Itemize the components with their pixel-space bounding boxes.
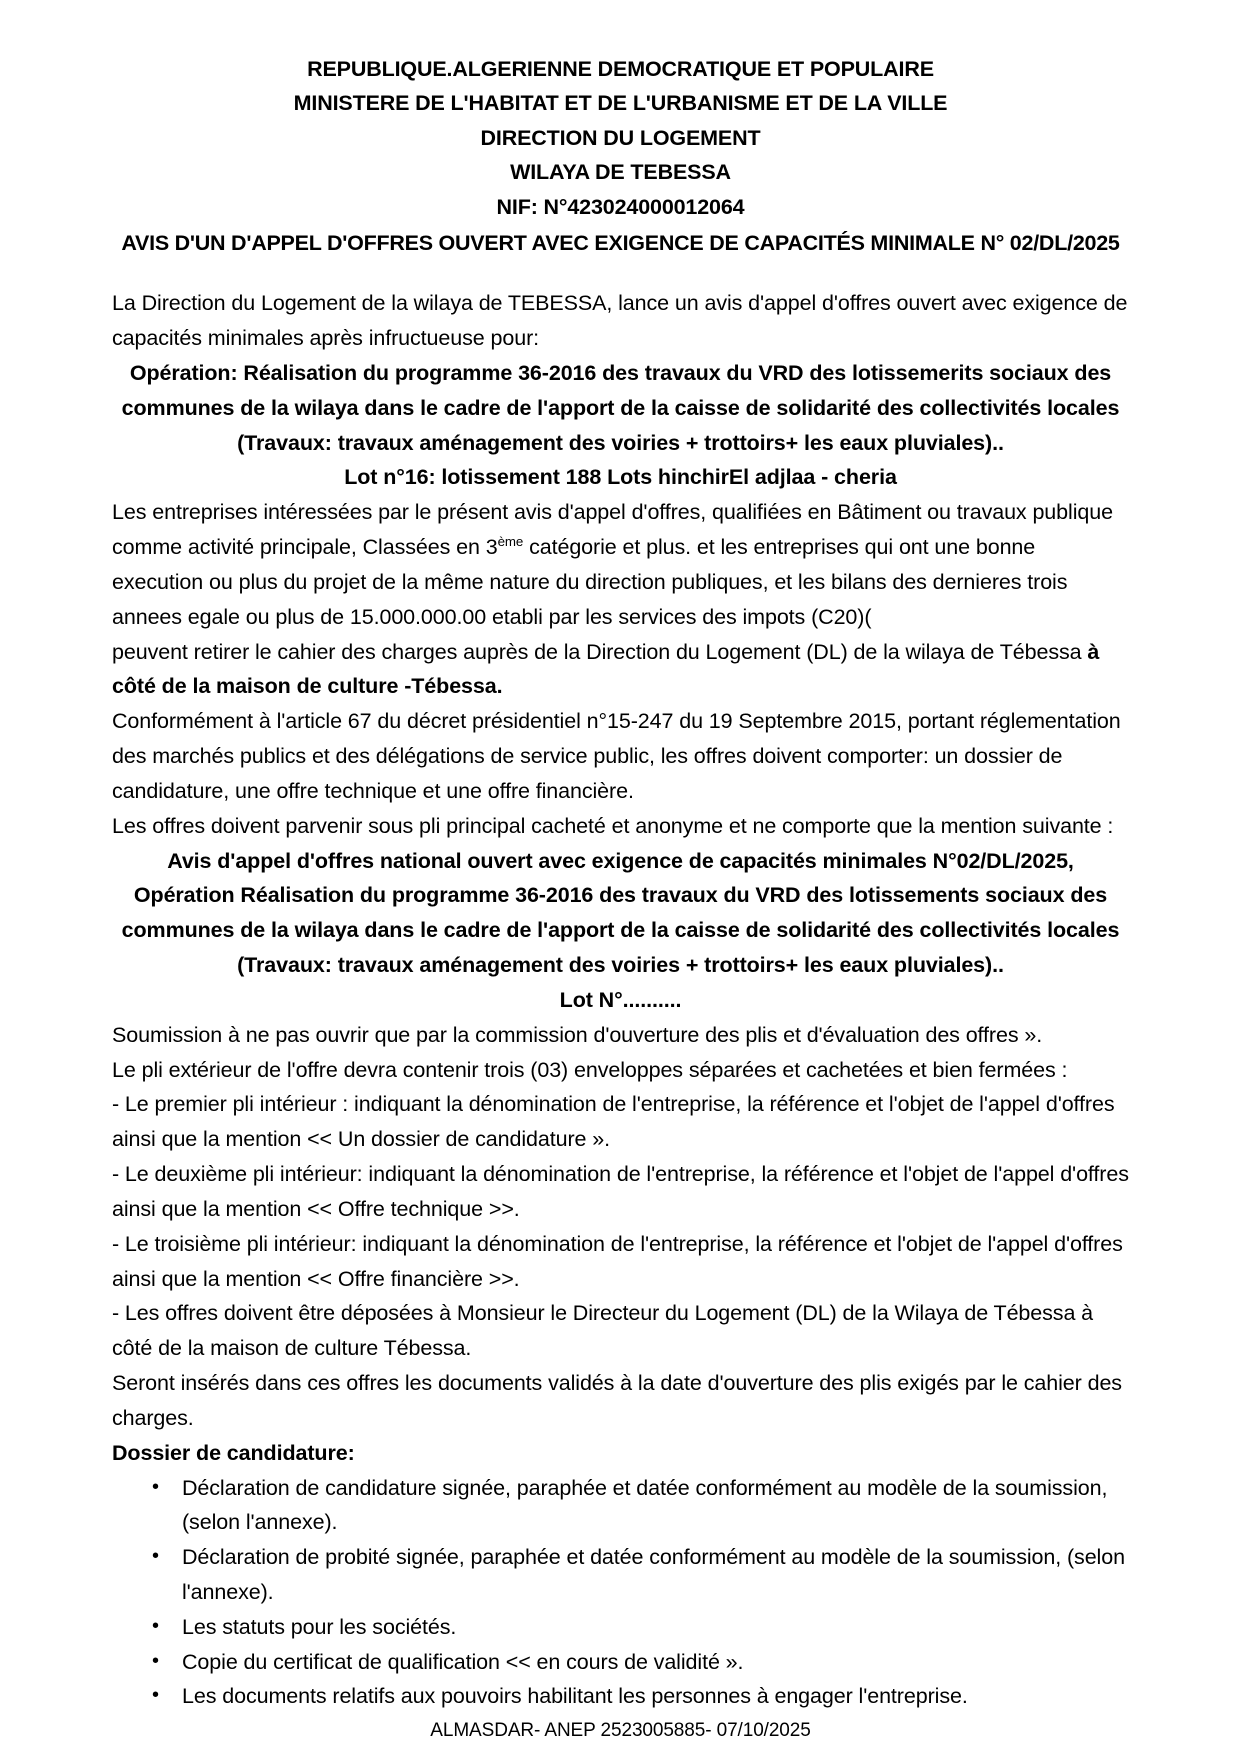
fold-1-paragraph: - Le premier pli intérieur : indiquant la dénomination de l'entreprise, la référence et l'objet de l'appel d'offres ainsi que la mention << Un dossier de candidature ».	[112, 1092, 1115, 1152]
fold-2-paragraph: - Le deuxième pli intérieur: indiquant la dénomination de l'entreprise, la référence et l'objet de l'appel d'offres ainsi que la mention << Offre technique >>.	[112, 1162, 1129, 1221]
page-title: AVIS D'UN D'APPEL D'OFFRES OUVERT AVEC EXIGENCE DE CAPACITÉS MINIMALE N° 02/DL/2025	[121, 230, 1120, 255]
withdraw-paragraph	[112, 635, 1129, 705]
header-line-nif: NIF: N°423024000012064	[496, 194, 745, 219]
operation-block-2: Opération Réalisation du programme 36-2016 des travaux du VRD des lotissements sociaux des communes de la wilaya dans le cadre de l'apport de la caisse de solidarité des collectivités locales (Travaux: travaux aménagement des voiries + trottoirs+ les eaux pluviales)..	[121, 883, 1120, 978]
document-header	[112, 52, 1129, 224]
dossier-heading: Dossier de candidature:	[112, 1440, 355, 1465]
header-body-spacer	[112, 260, 1129, 286]
qualification-text-part2: catégorie et plus. et les entreprises qui ont une bonne execution ou plus du projet de la même nature du direction publiques, et les bilans des dernieres trois annees egale ou plus de 15.000.000.00 etabli par les services des impots (C20)(	[112, 535, 1068, 629]
deposit-paragraph: - Les offres doivent être déposées à Monsieur le Directeur du Logement (DL) de la Wilaya de Tébessa à côté de la maison de culture Tébessa.	[112, 1301, 1094, 1361]
withdraw-text-bold: à côté de la maison de culture -Tébessa.	[112, 639, 1100, 699]
intro-paragraph: La Direction du Logement de la wilaya de TEBESSA, lance un avis d'appel d'offres ouvert avec exigence de capacités minimales après infructueuse pour:	[112, 291, 1128, 351]
list-item: • Déclaration de probité signée, paraphée et datée conformément au modèle de la soumission, (selon l'annexe).	[182, 1540, 1129, 1610]
list-item: • Les statuts pour les sociétés.	[182, 1610, 1129, 1645]
decree-paragraph: Conformément à l'article 67 du décret présidentiel n°15-247 du 19 Septembre 2015, portant réglementation des marchés publics et des délégations de service public, les offres doivent comporter: un dossier de candidature, une offre technique et une offre financière.	[112, 709, 1121, 803]
list-item: • Les documents relatifs aux pouvoirs habilitant les personnes à engager l'entreprise.	[182, 1679, 1129, 1714]
qualification-text-part1: Les entreprises intéressées par le présent avis d'appel d'offres, qualifiées en Bâtiment ou travaux publique comme activité principale, Classées en 3	[112, 500, 1113, 560]
lot-blank-line: Lot N°..........	[559, 987, 682, 1012]
withdraw-text-normal: peuvent retirer le cahier des charges auprès de la Direction du Logement (DL) de la wilaya de Tébessa	[112, 639, 1088, 664]
footer-reference: ALMASDAR- ANEP 2523005885- 07/10/2025	[430, 1720, 811, 1741]
fold-3-paragraph: - Le troisième pli intérieur: indiquant la dénomination de l'entreprise, la référence et l'objet de l'appel d'offres ainsi que la mention << Offre financière >>.	[112, 1231, 1123, 1291]
operation-block: Opération: Réalisation du programme 36-2016 des travaux du VRD des lotissemerits sociaux des communes de la wilaya dans le cadre de l'apport de la caisse de solidarité des collectivités locales (Travaux: travaux aménagement des voiries + trottoirs+ les eaux pluviales)..	[121, 361, 1120, 455]
header-line-direction: DIRECTION DU LOGEMENT	[480, 125, 761, 150]
notice-bold-line: Avis d'appel d'offres national ouvert avec exigence de capacités minimales N°02/DL/2025,	[167, 848, 1074, 873]
header-line-republic: REPUBLIQUE.ALGERIENNE DEMOCRATIQUE ET POPULAIRE	[307, 57, 934, 81]
lot-line: Lot n°16: lotissement 188 Lots hinchirEl adjlaa - cheria	[344, 465, 897, 490]
list-item: • Copie du certificat de qualification << en cours de validité ».	[182, 1645, 1129, 1680]
list-item: • Déclaration de candidature signée, paraphée et datée conformément au modèle de la soumission, (selon l'annexe).	[182, 1471, 1129, 1541]
ordinal-suffix: ème	[497, 533, 524, 549]
document-body	[112, 286, 1129, 1714]
header-line-ministry: MINISTERE DE L'HABITAT ET DE L'URBANISME ET DE LA VILLE	[293, 91, 948, 116]
header-line-wilaya: WILAYA DE TEBESSA	[510, 160, 731, 185]
outer-envelope-paragraph: Le pli extérieur de l'offre devra contenir trois (03) enveloppes séparées et cachetées et bien fermées :	[112, 1057, 1068, 1082]
envelope-mention-paragraph: Les offres doivent parvenir sous pli principal cacheté et anonyme et ne comporte que la mention suivante :	[112, 813, 1114, 838]
dossier-list	[112, 1471, 1129, 1715]
validity-paragraph: Seront insérés dans ces offres les documents validés à la date d'ouverture des plis exigés par le cahier des charges.	[112, 1371, 1122, 1430]
submission-paragraph: Soumission à ne pas ouvrir que par la commission d'ouverture des plis et d'évaluation des offres ».	[112, 1022, 1043, 1047]
qualification-paragraph	[112, 495, 1129, 634]
